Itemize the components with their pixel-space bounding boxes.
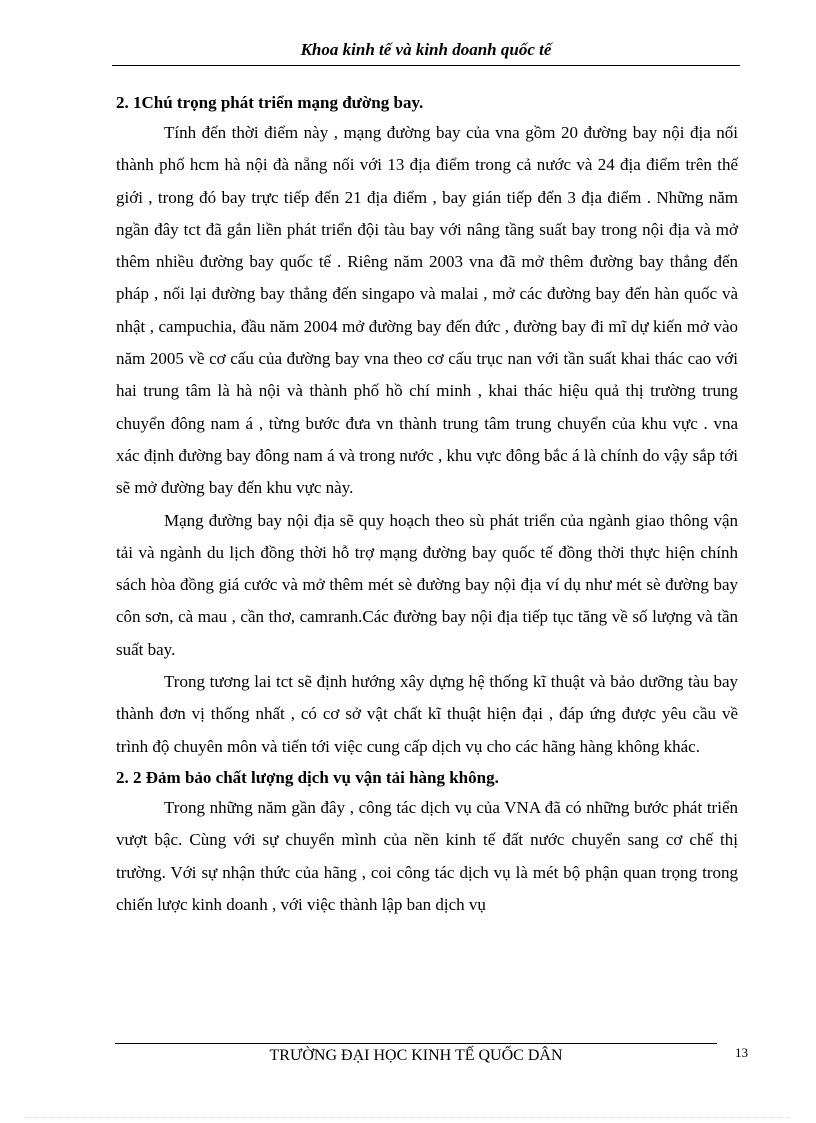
footer-divider	[115, 1043, 717, 1044]
paragraph: Trong tương lai tct sẽ định hướng xây dựng hệ thống kĩ thuật và bảo dưỡng tàu bay thành đơn vị thống nhất , có cơ sở vật chất kĩ thuật hiện đại , đáp ứng được yêu cầu về trình độ chuyên môn và tiến tới việc cung cấp dịch vụ cho các hãng hàng không khác.	[116, 672, 738, 756]
section-heading-2-2: 2. 2 Đảm bảo chất lượng dịch vụ vận tải hàng không.	[116, 767, 499, 787]
paragraph: Trong những năm gần đây , công tác dịch vụ của VNA đã có những bước phát triển vượt bậc. Cùng với sự chuyển mình của nền kinh tế đất nước chuyển sang cơ chế thị trường. Với sự nhận thức của hãng , coi công tác dịch vụ là mét bộ phận quan trọng trong chiến lược kinh doanh , với việc thành lập ban dịch vụ	[116, 797, 738, 914]
document-body	[116, 88, 738, 921]
page-edge-divider	[26, 1117, 790, 1118]
page-number: 13	[735, 1045, 748, 1060]
section-heading-2-1: 2. 1Chú trọng phát triển mạng đường bay.	[116, 93, 424, 112]
paragraph: Tính đến thời điểm này , mạng đường bay của vna gồm 20 đường bay nội địa nối thành phố hcm hà nội đà nẵng nối với 13 địa điểm trong cả nước và 24 địa điểm trên thế giới , trong đó bay trực tiếp đến 21 địa điểm , bay gián tiếp đến 3 địa điểm . Những năm ngần đây tct đã gắn liền phát triển đội tàu bay với nâng tầng suất bay trong nội địa và mở thêm nhiều đường bay quốc tế . Riêng năm 2003 vna đã mở thêm đường bay thẳng đến pháp , nối lại đường bay thẳng đến singapo và malai , mở các đường bay đến hàn quốc và nhật , campuchia, đầu năm 2004 mở đường bay đến đức , đường bay đi mĩ dự kiến mở vào năm 2005 về cơ cấu của đường bay vna theo cơ cấu trục nan với tần suất khai thác cao với hai trung tâm là hà nội và thành phố hồ chí minh , khai thác hiệu quả thị trường trung chuyển đông nam á , từng bước đưa vn thành trung tâm trung chuyển của khu vực . vna xác định đường bay đông nam á và trong nước , khu vực đông bắc á là chính do vậy sắp tới sẽ mở đường bay đến khu vực này.	[116, 123, 738, 498]
paragraph: Mạng đường bay nội địa sẽ quy hoạch theo sù phát triển của ngành giao thông vận tải và ngành du lịch đồng thời hỗ trợ mạng đường bay quốc tế đồng thời thực hiện chính sách hòa đồng giá cước và mở thêm mét sè đường bay nội địa ví dụ như mét sè đường bay côn sơn, cà mau , cần thơ, camranh.Các đường bay nội địa tiếp tục tăng về số lượng và tần suất bay.	[116, 510, 738, 659]
page-header-title: Khoa kinh tế và kinh doanh quốc tế	[300, 40, 552, 59]
footer-university-name: TRƯỜNG ĐẠI HỌC KINH TẾ QUỐC DÂN	[269, 1047, 563, 1064]
header-divider	[112, 65, 740, 66]
